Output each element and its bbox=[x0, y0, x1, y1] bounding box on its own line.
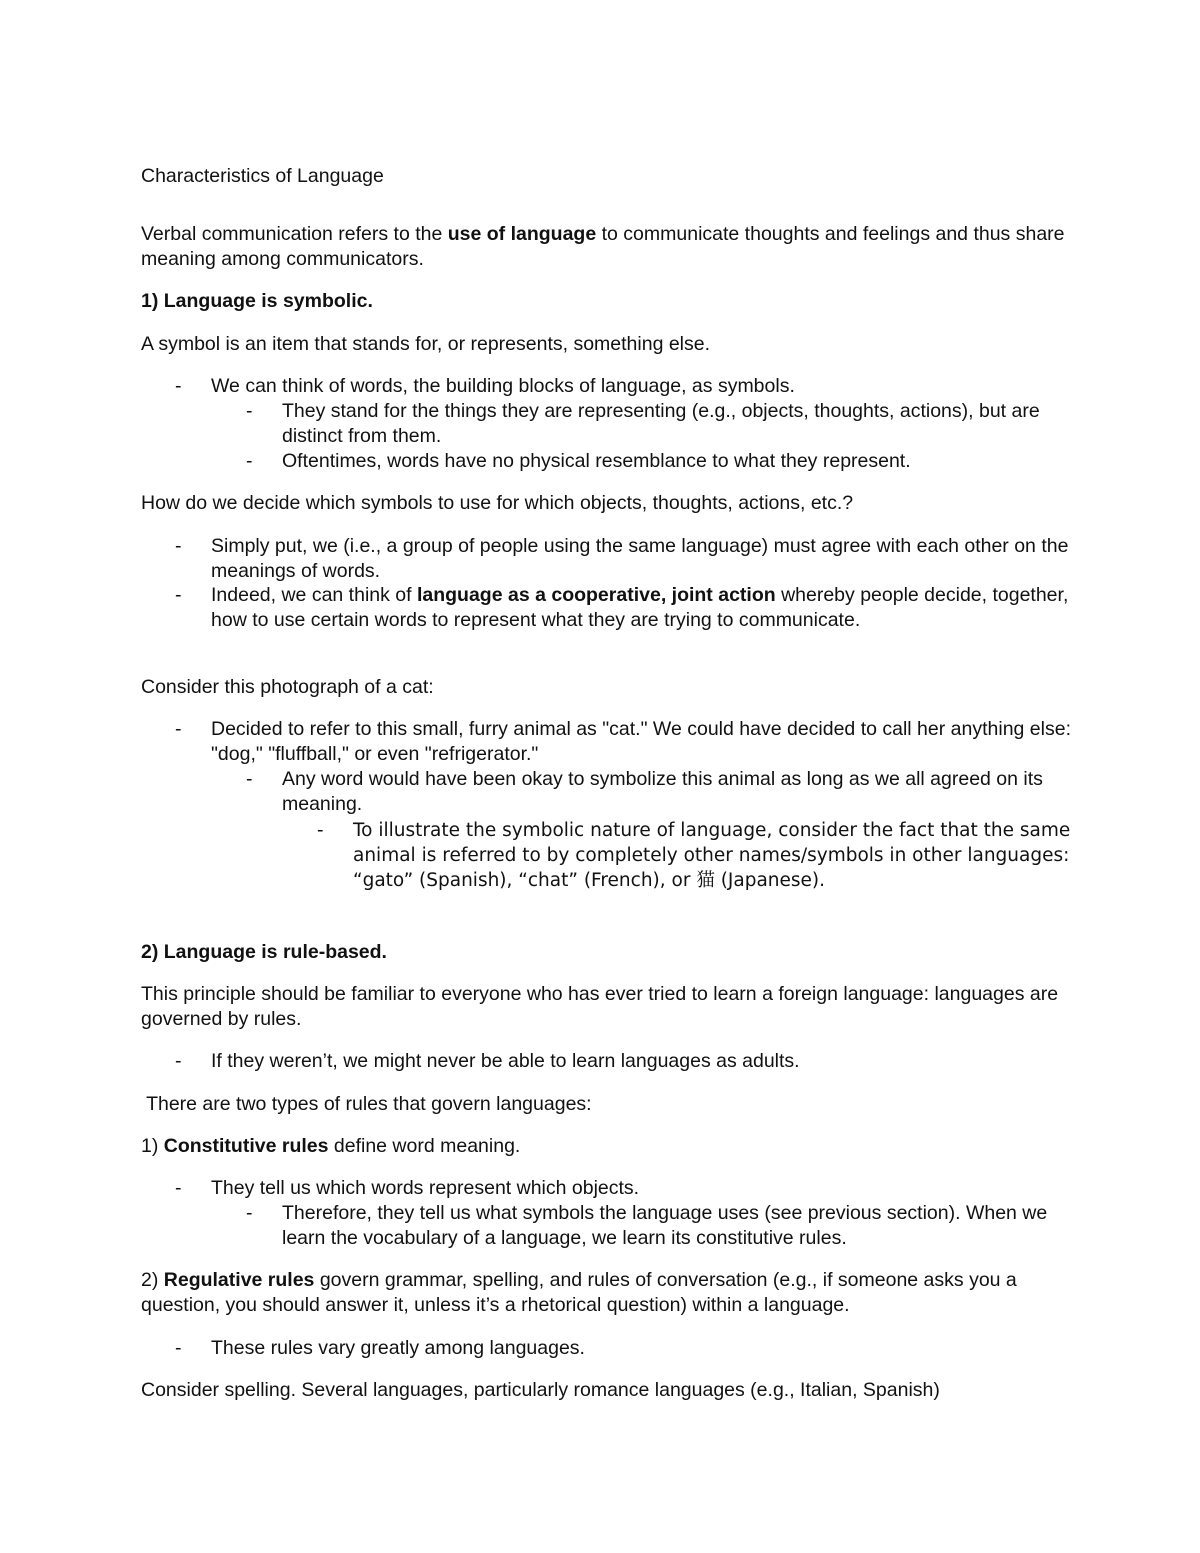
regulative-rules-paragraph: 2) Regulative rules govern grammar, spelling, and rules of conversation (e.g., if someone asks you a question, you should answer it, unless it’s a rhetorical question) within a language. bbox=[141, 1269, 1017, 1316]
rule-types-paragraph: There are two types of rules that govern languages: bbox=[141, 1093, 592, 1115]
document-title: Characteristics of Language bbox=[141, 165, 384, 187]
constitutive-rules-paragraph: 1) Constitutive rules define word meaning. bbox=[141, 1135, 521, 1157]
section-heading-symbolic: 1) Language is symbolic. bbox=[141, 290, 373, 312]
question-paragraph: How do we decide which symbols to use for which objects, thoughts, actions, etc.? bbox=[141, 492, 854, 514]
spelling-paragraph: Consider spelling. Several languages, particularly romance languages (e.g., Italian, Spanish) bbox=[141, 1379, 940, 1401]
symbol-definition: A symbol is an item that stands for, or represents, something else. bbox=[141, 333, 711, 355]
intro-paragraph: Verbal communication refers to the use of language to communicate thoughts and feelings and thus share meaning among communicators. bbox=[141, 223, 1065, 270]
cat-paragraph: Consider this photograph of a cat: bbox=[141, 676, 434, 698]
section-heading-rule-based: 2) Language is rule-based. bbox=[141, 941, 387, 963]
document-page: Characteristics of Language Verbal communication refers to the use of language to communicate thoughts and feelings and thus share meaning among communicators. 1) Language is symbolic. A symbol is an item that stands for, or represents, something else. - We can think of words, the building blocks of language, as symbols. - They stand for the things they are representing (e.g., objects, thoughts, actions), but are distinct from them. - Oftentimes, words have no physical resemblance to what they represent. How do we decide which symbols to use for which objects, thoughts, actions, etc.? - Simply put, we (i.e., a group of people using the same language) must agree with each other on the meanings of words. - Indeed, we can think of language as a cooperative, joint action whereby people decide, together, how to use certain words to represent what they are trying to communicate. Consider this photograph of a cat: - Decided to refer to this small, furry animal as "cat." We could have decided to call her anything else: "dog," "fluffball," or even "refrigerator." - Any word would have been okay to symbolize this animal as long as we all agreed on its meaning. - To illustrate the symbolic nature of language, consider the fact that the same animal is referred to by completely other names/symbols in other languages: “gato” (Spanish), “chat” (French), or 猫 (Japanese). 2) Language is rule-based. This principle should be familiar to everyone who has ever tried to learn a foreign language: languages are governed by rules. - If they weren’t, we might never be able to learn languages as adults. There are two types of rules that govern languages: 1) Constitutive rules define word meaning. - They tell us which words represent which objects. - Therefore, they tell us what symbols the language uses (see previous section). When we learn the vocabulary of a language, we learn its constitutive rules. 2) Regulative rules govern grammar, spelling, and rules of conversation (e.g., if someone asks you a question, you should answer it, unless it’s a rhetorical question) within a language. - These rules vary greatly among languages. Consider spelling. Several languages, particularly romance languages (e.g., Italian, Spanish) bbox=[141, 165, 1071, 1401]
principle-paragraph: This principle should be familiar to everyone who has ever tried to learn a foreign language: languages are governed by rules. bbox=[141, 983, 1059, 1030]
